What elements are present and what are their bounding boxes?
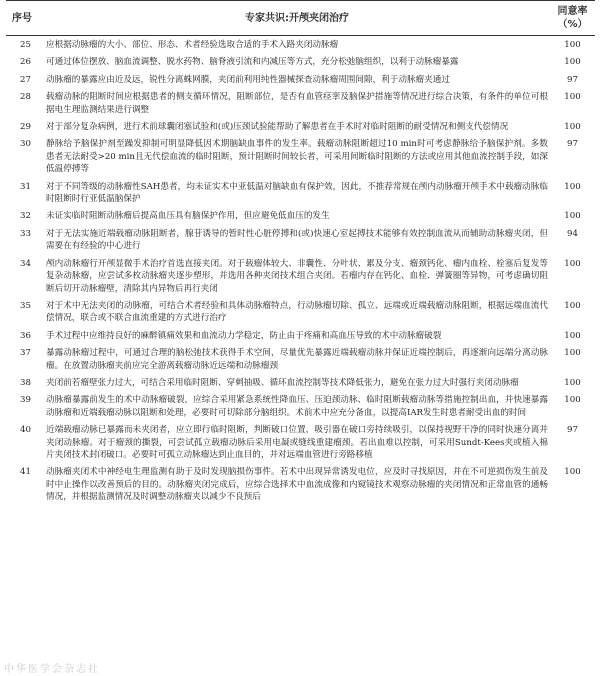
table-row (6, 297, 595, 327)
publisher-footer: 中华医学会杂志社 (4, 664, 100, 675)
agreement-rate: 100 (564, 57, 581, 68)
agreement-rate: 100 (564, 122, 581, 133)
agreement-rate: 100 (564, 92, 581, 103)
agreement-rate: 94 (567, 228, 578, 239)
consensus-text: 暴露动脉瘤过程中，可通过合理的脑松弛技术获得手术空间，尽量优先暴露近端载瘤动脉并保证近端控制后，再逐渐向远端分离动脉瘤。在放置动脉瘤夹前应完全游离载瘤动脉近远端和动脉瘤颈 (46, 348, 548, 371)
consensus-text: 颅内动脉瘤行开颅显微手术治疗首选直接夹闭。对于载瘤体较大、非囊性、分叶状、累及分支、瘤颈钙化、瘤内血栓、栓塞后复发等复杂动脉瘤，应尝试多枚动脉瘤夹逐步塑形，并选用各种夹闭技术组合夹闭。若瘤内存在钙化、血栓、弹簧圈等异物，可考虑确切阻断后切开动脉瘤壁，清除其内异物后再行夹闭 (46, 258, 548, 294)
consensus-text: 动脉瘤夹闭术中神经电生理监测有助于及时发现脑损伤事件。若术中出现异常诱发电位，应及时寻找原因，并在不可逆损伤发生前及时中止操作以改善预后的目的。动脉瘤夹闭完成后，应综合选择术中血流成像和内窥镜技术观察动脉瘤的夹闭情况和正常血管的通畅情况，并根据监测情况及时调整动脉瘤夹以减少不良预后 (46, 467, 548, 503)
table-row (6, 327, 595, 344)
consensus-text: 载瘤动脉的阻断时间应根据患者的侧支循环情况，阻断部位，是否有血管痉挛及脑保护措施等情况进行综合决策，有条件的单位可根据电生理监测结果进行调整 (46, 92, 548, 115)
table-header (6, 1, 595, 36)
agreement-rate: 100 (564, 40, 581, 50)
table-row (6, 344, 595, 374)
consensus-text: 可通过体位摆放、脑血流调整、脱水药物、脑脊液引流和内减压等方式，充分松弛脑组织，以利于动脉瘤暴露 (46, 57, 459, 68)
consensus-text: 未证实临时阻断动脉瘤后提高血压具有脑保护作用，但应避免低血压的发生 (46, 211, 330, 222)
agreement-rate: 97 (567, 74, 578, 85)
consensus-text: 对于不同等级的动脉瘤性SAH患者，均未证实术中亚低温对脑缺血有保护效，因此，不推荐常规在颅内动脉瘤开颅手术中载瘤动脉临时阻断时行亚低温脑保护 (46, 181, 548, 205)
consensus-text: 对于部分复杂病例，进行术前球囊闭塞试验和(或)压颈试验能帮助了解患者在手术时对临时阻断的耐受情况和侧支代偿情况 (46, 122, 509, 133)
consensus-text: 夹闭前若瘤壁张力过大，可结合采用临时阻断、穿刺抽吸、循环血流控制等技术降低张力，避免在张力过大时强行夹闭动脉瘤 (46, 377, 519, 388)
agreement-rate: 100 (564, 211, 581, 222)
table-row (6, 225, 595, 255)
consensus-text: 手术过程中应维持良好的麻醉镇痛效果和血流动力学稳定，防止由于疼痛和高血压导致的术中动脉瘤破裂 (46, 330, 442, 341)
table-row (6, 53, 595, 70)
table-row (6, 135, 595, 177)
table-body (6, 36, 595, 506)
consensus-text: 对于无法实施近端载瘤动脉阻断者，腺苷诱导的暂时性心脏停搏和(或)快速心室起搏技术能够有效控制血流从而辅助动脉瘤夹闭，但需要在有经验的中心进行 (46, 228, 548, 252)
table-row (6, 255, 595, 297)
row-number: 31 (20, 181, 31, 192)
consensus-text: 动脉瘤暴露前发生的术中动脉瘤破裂，应综合采用紧急系统性降血压、压迫颈动脉、临时阻断载瘤动脉等措施控制出血，并快速暴露动脉瘤和近端载瘤动脉以阻断和处理，必要时可切除部分脑组织。术前术中应充分备血，以提高IAR发生时患者耐受出血的时间 (46, 395, 548, 418)
agreement-rate: 97 (567, 139, 578, 150)
row-number: 30 (20, 139, 31, 150)
agreement-rate: 100 (564, 467, 581, 478)
consensus-text: 近端载瘤动脉已暴露而未夹闭者，应立即行临时阻断，判断破口位置，吸引器在破口旁持续吸引，以保持视野干净的同时快速分离并夹闭动脉瘤。对于瘤颈的撕裂，可尝试孤立载瘤动脉后采用电凝或缝线重建瘤颈。若出血难以控制，可采用Sundt-Kees夹或植入棉片夹闭技术封闭破口。必要时可孤立动脉瘤达到止血目的，并对远端血管进行旁路移植 (46, 425, 548, 460)
row-number: 28 (20, 92, 31, 103)
agreement-rate: 100 (564, 395, 581, 406)
row-number: 34 (20, 258, 31, 269)
table-row (6, 178, 595, 208)
consensus-text: 对于术中无法夹闭的动脉瘤，可结合术者经验和具体动脉瘤特点，行动脉瘤切除、孤立、远端或近端载瘤动脉阻断，根据远端血流代偿情况，联合或不联合血流重建的方式进行治疗 (46, 300, 548, 324)
consensus-table (6, 0, 595, 506)
agreement-rate: 100 (564, 348, 581, 359)
row-number: 38 (20, 377, 31, 388)
table-row (6, 88, 595, 118)
row-number: 40 (20, 425, 31, 436)
consensus-text: 动脉瘤的暴露应由近及远，锐性分离蛛网膜，夹闭前利用纯性器械探查动脉瘤周围间隙，利于动脉瘤夹通过 (46, 74, 450, 85)
row-number: 25 (20, 40, 31, 50)
consensus-text: 应根据动脉瘤的大小、部位、形态、术者经验选取合适的手术入路夹闭动脉瘤 (46, 40, 339, 50)
row-number: 32 (20, 211, 31, 222)
agreement-rate: 97 (567, 425, 578, 436)
row-number: 37 (20, 348, 31, 359)
table-row (6, 463, 595, 505)
table-row (6, 118, 595, 135)
agreement-rate: 100 (564, 330, 581, 341)
row-number: 26 (20, 57, 31, 68)
row-number: 29 (20, 122, 31, 133)
header-no: 序号 (6, 1, 44, 36)
row-number: 35 (20, 300, 31, 311)
header-rate: 同意率（%） (550, 1, 595, 36)
consensus-text: 静脉给予脑保护剂至躁发抑制可明显降低因术期脑缺血事件的发生率。载瘤动脉阻断超过10 min时可考虑静脉给予脑保护剂。多数患者无法耐受>20 min且无代偿血流的临时阻断，预计阻断时间较长者，可采用间断临时阻断的方法或应用其他血流控制手段，如深低温停搏等 (46, 139, 548, 175)
row-number: 36 (20, 330, 31, 341)
row-number: 33 (20, 228, 31, 239)
table-row (6, 391, 595, 421)
row-number: 41 (20, 467, 31, 478)
table-row (6, 374, 595, 391)
table-row (6, 36, 595, 54)
header-consensus: 专家共识:开颅夹闭治疗 (44, 1, 550, 36)
agreement-rate: 100 (564, 181, 581, 192)
agreement-rate: 100 (564, 377, 581, 388)
table-row (6, 71, 595, 88)
table-row (6, 421, 595, 463)
agreement-rate: 100 (564, 258, 581, 269)
row-number: 27 (20, 74, 31, 85)
table-row (6, 207, 595, 224)
row-number: 39 (20, 395, 31, 406)
agreement-rate: 100 (564, 300, 581, 311)
